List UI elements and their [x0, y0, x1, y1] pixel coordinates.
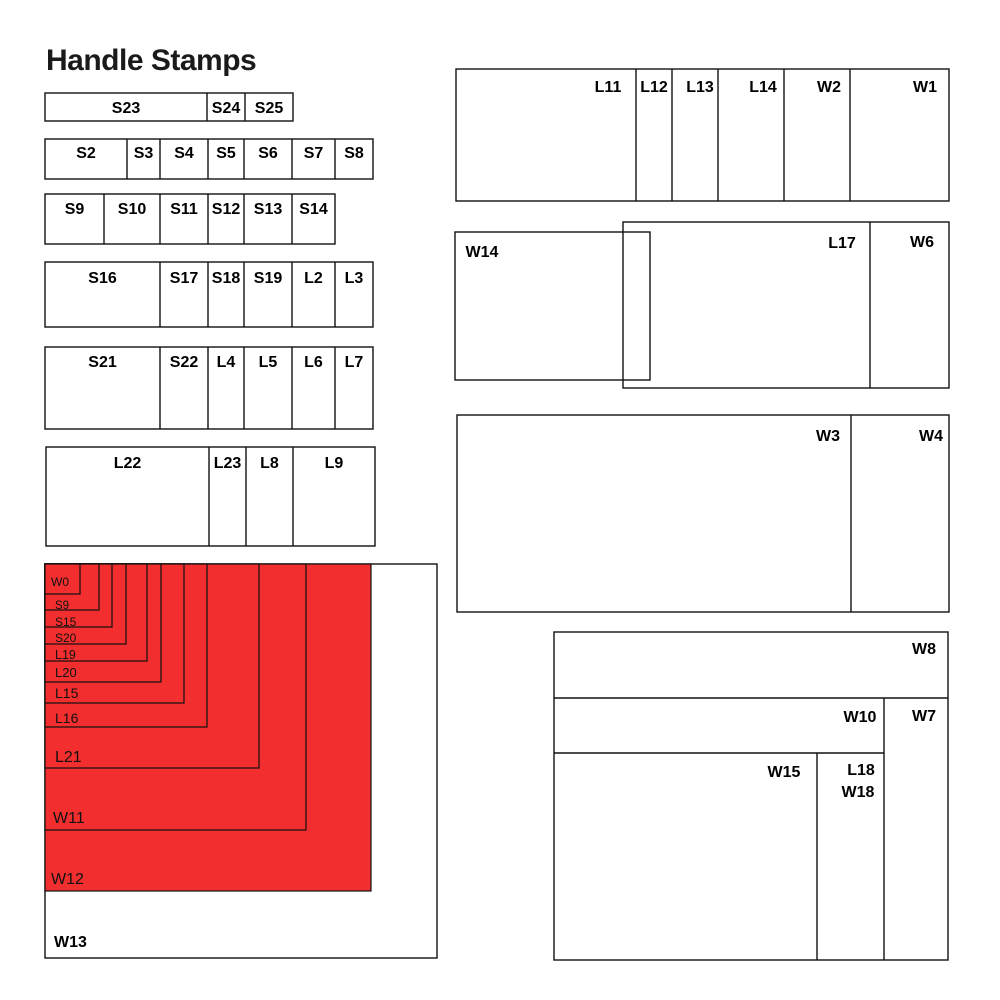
stamp-s15-label: S15 — [55, 615, 77, 629]
stamp-s11-label: S11 — [170, 201, 198, 218]
stamp-l19-label: L19 — [55, 648, 76, 662]
page-title: Handle Stamps — [46, 44, 257, 77]
stamp-w15-label: W15 — [767, 764, 801, 781]
stamp-l18-label: L18 — [847, 762, 875, 779]
stamp-w8-label: W8 — [912, 641, 936, 658]
stamp-s14-label: S14 — [299, 201, 328, 218]
stamp-s21-label: S21 — [88, 354, 117, 371]
stamp-s17-label: S17 — [169, 270, 199, 287]
stamp-s19-label: S19 — [253, 270, 283, 287]
stamp-l8-label: L8 — [260, 455, 279, 472]
stamp-l11-label: L11 — [594, 79, 622, 96]
stamp-s24-label: S24 — [211, 100, 241, 117]
stamp-l12-label: L12 — [640, 79, 668, 96]
stamp-w14-label: W14 — [465, 244, 499, 261]
stamp-s13-label: S13 — [253, 201, 283, 218]
stamp-w0-label: W0 — [51, 575, 69, 589]
stamp-l17-label: L17 — [828, 235, 856, 252]
stamp-w11-label: W11 — [53, 810, 85, 827]
stamp-w6-label: W6 — [910, 234, 934, 251]
stamp-s9-label: S9 — [55, 600, 70, 612]
stamp-s18-label: S18 — [211, 270, 241, 287]
stamp-l14-label: L14 — [749, 79, 777, 96]
stamp-l22-label: L22 — [113, 455, 142, 472]
stamp-l4-label: L4 — [216, 354, 236, 371]
stamp-l17-frame — [623, 222, 949, 388]
stamp-s12-label: S12 — [211, 201, 241, 218]
stamp-l5-label: L5 — [258, 354, 278, 371]
stamp-s5-label: S5 — [216, 145, 236, 162]
stamp-s2-label: S2 — [76, 145, 96, 162]
stamp-s4-label: S4 — [174, 145, 194, 162]
bottom-right-frame — [554, 632, 948, 960]
stamp-w13-label: W13 — [54, 934, 87, 951]
stamp-s8-label: S8 — [344, 145, 364, 162]
stamp-l15-label: L15 — [55, 685, 79, 701]
stamp-l13-label: L13 — [686, 79, 714, 96]
stamp-l7-label: L7 — [344, 354, 364, 371]
stamp-l9-label: L9 — [324, 455, 344, 472]
stamp-w1-label: W1 — [913, 79, 937, 96]
middle-right-frame — [457, 415, 949, 612]
stamp-w18-label: W18 — [841, 784, 875, 801]
stamp-w3-label: W3 — [816, 428, 840, 445]
stamp-s9-label: S9 — [64, 201, 85, 218]
stamp-s10-label: S10 — [117, 201, 147, 218]
stamp-w10-label: W10 — [843, 709, 877, 726]
stamp-s20-label: S20 — [55, 631, 77, 645]
stamp-l16-label: L16 — [55, 710, 79, 726]
stamp-l21-label: L21 — [55, 749, 82, 766]
stamp-w7-label: W7 — [912, 708, 936, 725]
stamp-l3-label: L3 — [344, 270, 364, 287]
stamp-w2-label: W2 — [817, 79, 841, 96]
stamp-s6-label: S6 — [258, 145, 278, 162]
stamp-l2-label: L2 — [304, 270, 323, 287]
stamp-s23-label: S23 — [111, 100, 141, 117]
stamp-s16-label: S16 — [88, 270, 117, 287]
stamp-l20-label: L20 — [55, 665, 77, 680]
stamp-s22-label: S22 — [169, 354, 199, 371]
stamp-s25-label: S25 — [254, 100, 284, 117]
stamp-l23-label: L23 — [213, 455, 242, 472]
stamp-w12-label: W12 — [51, 871, 84, 888]
stamp-s3-label: S3 — [133, 145, 154, 162]
stamp-l6-label: L6 — [304, 354, 323, 371]
stamp-s7-label: S7 — [303, 145, 324, 162]
stamp-w4-label: W4 — [919, 428, 943, 445]
